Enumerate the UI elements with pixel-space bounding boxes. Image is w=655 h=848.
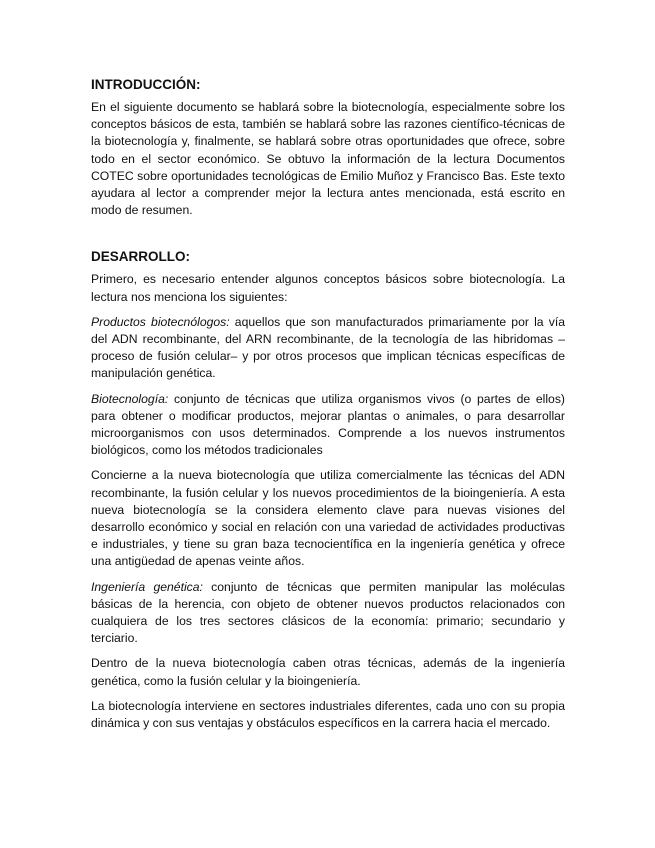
document-page xyxy=(91,77,565,740)
section-gap xyxy=(91,227,565,249)
definition-text: conjunto de técnicas que utiliza organismos vivos (o partes de ellos) para obtener o modificar productos, mejorar plantas o animales, o para desarrollar microorganismos con usos determinados. Comprende a los nuevos instrumentos biológicos, como los métodos tradicionales xyxy=(91,391,565,458)
intro-heading: INTRODUCCIÓN: xyxy=(91,77,201,92)
term-biotecnologia: Biotecnología: xyxy=(91,391,169,406)
intro-paragraph: En el siguiente documento se hablará sobre la biotecnología, especialmente sobre los conceptos básicos de esta, también se hablará sobre las razones científico-técnicas de la biotecnología y, finalmente, se hablará sobre otras oportunidades que ofrece, sobre todo en el sector económico. Se obtuvo la información de la lectura Documentos COTEC sobre oportunidades tecnológicas de Emilio Muñoz y Francisco Bas. Este texto ayudara al lector a comprender mejor la lectura antes mencionada, está escrito en modo de resumen. xyxy=(91,100,565,218)
desarrollo-paragraph-6: Dentro de la nueva biotecnología caben otras técnicas, además de la ingeniería genética, como la fusión celular y la bioingeniería. xyxy=(91,656,565,688)
definition-productos-biotecnologos xyxy=(91,314,565,383)
term-productos-biotecnologos: Productos biotecnólogos: xyxy=(91,314,230,329)
definition-text: conjunto de técnicas que permiten manipular las moléculas básicas de la herencia, con objeto de obtener nuevos productos relacionados con cualquiera de los tres sectores clásicos de la economía: primario; secundario y terciario. xyxy=(91,579,565,646)
definition-text: aquellos que son manufacturados primariamente por la vía del ADN recombinante, del ARN recombinante, de la tecnología de las hibridomas –proceso de fusión celular– y por otros procesos que implican técnicas específicas de manipulación genética. xyxy=(91,314,565,381)
desarrollo-paragraph-1: Primero, es necesario entender algunos conceptos básicos sobre biotecnología. La lectura nos menciona los siguientes: xyxy=(91,272,565,304)
definition-ingenieria-genetica xyxy=(91,579,565,648)
desarrollo-paragraph-4: Concierne a la nueva biotecnología que utiliza comercialmente las técnicas del ADN recombinante, la fusión celular y los nuevos procedimientos de la bioingeniería. A esta nueva biotecnología se la considera elemento clave para nuevas visiones del desarrollo económico y social en relación con una variedad de actividades productivas e industriales, y tiene su gran baza tecnocientífica en la ingeniería genética y ofrece una antigüedad de apenas veinte años. xyxy=(91,468,565,569)
definition-biotecnologia xyxy=(91,391,565,460)
desarrollo-heading: DESARROLLO: xyxy=(91,249,190,265)
desarrollo-paragraph-7: La biotecnología interviene en sectores industriales diferentes, cada uno con su propia dinámica y con sus ventajas y obstáculos específicos en la carrera hacia el mercado. xyxy=(91,698,565,731)
term-ingenieria-genetica: Ingeniería genética: xyxy=(91,579,203,594)
